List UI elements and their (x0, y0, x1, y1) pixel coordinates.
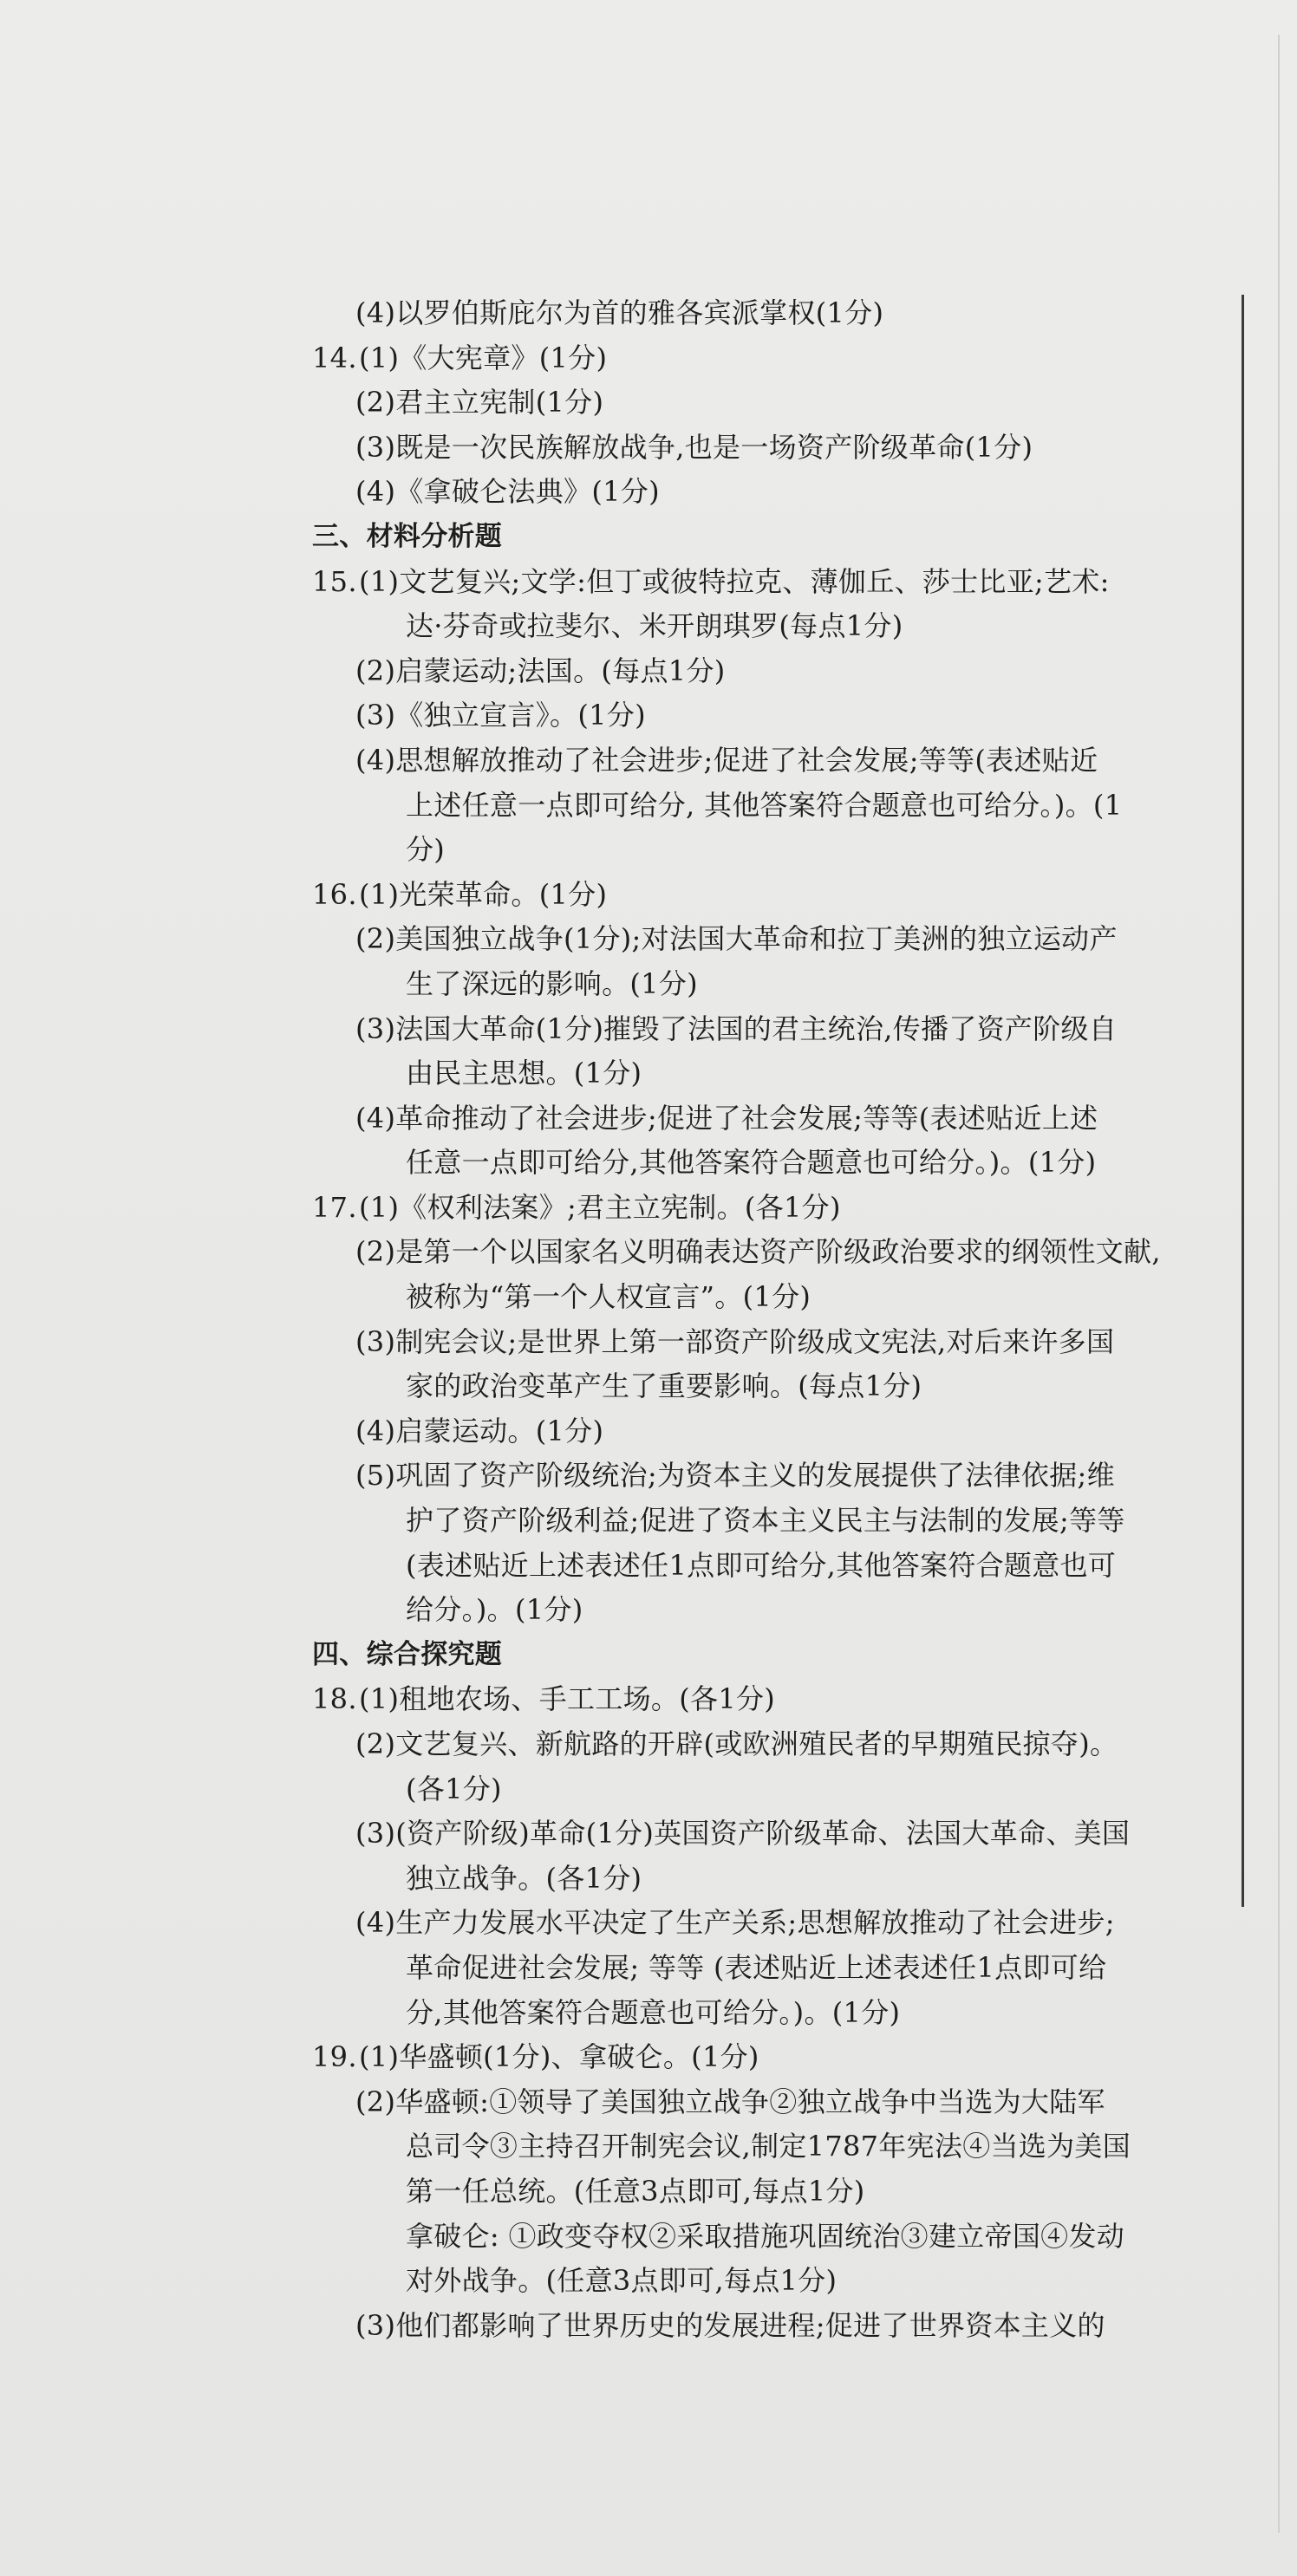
sub-answer-line: (3)既是一次民族解放战争,也是一场资产阶级革命(1分) (355, 430, 1033, 464)
question-line (312, 1186, 1214, 1231)
continuation-line: 任意一点即可给分,其他答案符合题意也可给分。)。(1分) (406, 1146, 1097, 1180)
continuation-line: 家的政治变革产生了重要影响。(每点1分) (406, 1369, 922, 1403)
answer-text: (1)《大宪章》(1分) (359, 341, 608, 374)
sub-answer-line: (4)启蒙运动。(1分) (355, 1414, 604, 1447)
sub-answer-line: (3)(资产阶级)革命(1分)英国资产阶级革命、法国大革命、美国 (355, 1817, 1131, 1851)
question-number: 16. (312, 877, 357, 911)
continuation-line: 生了深远的影响。(1分) (406, 966, 698, 1000)
question-number: 18. (312, 1682, 357, 1716)
question-line (312, 873, 1214, 918)
answer-text: (1)租地农场、手工工场。(各1分) (359, 1682, 776, 1716)
sub-answer-line: (4)《拿破仑法典》(1分) (355, 475, 660, 509)
answer-text: (1)文艺复兴;文学:但丁或彼特拉克、薄伽丘、莎士比亚;艺术: (359, 564, 1110, 598)
sub-answer-line: (4)以罗伯斯庇尔为首的雅各宾派掌权(1分) (355, 296, 884, 329)
sub-answer-line: (3)他们都影响了世界历史的发展进程;促进了世界资本主义的 (355, 2308, 1105, 2342)
continuation-line: 上述任意一点即可给分, 其他答案符合题意也可给分。)。(1 (406, 788, 1123, 822)
question-number: 17. (312, 1190, 357, 1224)
sub-answer-line: (4)思想解放推动了社会进步;促进了社会发展;等等(表述贴近 (355, 743, 1098, 777)
question-line (312, 336, 1214, 381)
question-number: 14. (312, 341, 357, 374)
continuation-line: 第一任总统。(任意3点即可,每点1分) (406, 2174, 865, 2208)
sub-answer-line: (2)是第一个以国家名义明确表达资产阶级政治要求的纲领性文献, (355, 1235, 1161, 1269)
answer-text: (1)《权利法案》;君主立宪制。(各1分) (359, 1190, 841, 1224)
answer-text: (1)华盛顿(1分)、拿破仑。(1分) (359, 2040, 759, 2074)
sub-answer-line: (3)《独立宣言》。(1分) (355, 699, 646, 732)
continuation-line: 革命促进社会发展; 等等 (表述贴近上述表述任1点即可给 (406, 1950, 1107, 1984)
page-edge (1278, 35, 1280, 2533)
question-line (312, 2035, 1214, 2080)
continuation-line: 给分。)。(1分) (406, 1593, 583, 1627)
continuation-line: 分,其他答案符合题意也可给分。)。(1分) (406, 1995, 901, 2029)
answer-text: (1)光荣革命。(1分) (359, 877, 608, 911)
continuation-line: 护了资产阶级利益;促进了资本主义民主与法制的发展;等等 (406, 1504, 1125, 1538)
sub-answer-line: (4)生产力发展水平决定了生产关系;思想解放推动了社会进步; (355, 1906, 1115, 1940)
answer-key-content (312, 291, 1214, 2348)
continuation-line: 总司令③主持召开制宪会议,制定1787年宪法④当选为美国 (406, 2130, 1131, 2163)
sub-answer-line: (2)君主立宪制(1分) (355, 386, 604, 420)
sub-answer-line: (2)华盛顿:①领导了美国独立战争②独立战争中当选为大陆军 (355, 2085, 1105, 2118)
margin-rule (1242, 295, 1244, 1907)
continuation-line: (表述贴近上述表述任1点即可给分,其他答案符合题意也可 (406, 1548, 1117, 1582)
sub-answer-line: (3)制宪会议;是世界上第一部资产阶级成文宪法,对后来许多国 (355, 1324, 1115, 1358)
continuation-line: 对外战争。(任意3点即可,每点1分) (406, 2264, 838, 2298)
sub-answer-line: (2)文艺复兴、新航路的开辟(或欧洲殖民者的早期殖民掠夺)。 (355, 1727, 1118, 1760)
sub-answer-line: (5)巩固了资产阶级统治;为资本主义的发展提供了法律依据;维 (355, 1459, 1115, 1493)
continuation-line: 独立战争。(各1分) (406, 1861, 642, 1895)
question-number: 15. (312, 564, 357, 598)
section-heading: 四、综合探究题 (312, 1638, 503, 1670)
continuation-line: 拿破仑: ①政变夺权②采取措施巩固统治③建立帝国④发动 (406, 2219, 1125, 2253)
continuation-line: 达·芬奇或拉斐尔、米开朗琪罗(每点1分) (406, 609, 903, 643)
question-line (312, 560, 1214, 605)
continuation-line: 由民主思想。(1分) (406, 1057, 642, 1090)
sub-answer-line: (3)法国大革命(1分)摧毁了法国的君主统治,传播了资产阶级自 (355, 1012, 1118, 1045)
sub-answer-line: (4)革命推动了社会进步;促进了社会发展;等等(表述贴近上述 (355, 1101, 1098, 1135)
continuation-line: 被称为“第一个人权宣言”。(1分) (406, 1280, 811, 1314)
question-line (312, 1677, 1214, 1722)
continuation-line: 分) (406, 833, 446, 867)
question-number: 19. (312, 2040, 357, 2074)
sub-answer-line: (2)美国独立战争(1分);对法国大革命和拉丁美洲的独立运动产 (355, 922, 1118, 956)
sub-answer-line: (2)启蒙运动;法国。(每点1分) (355, 654, 726, 687)
continuation-line: (各1分) (406, 1772, 502, 1805)
section-heading: 三、材料分析题 (312, 520, 503, 552)
